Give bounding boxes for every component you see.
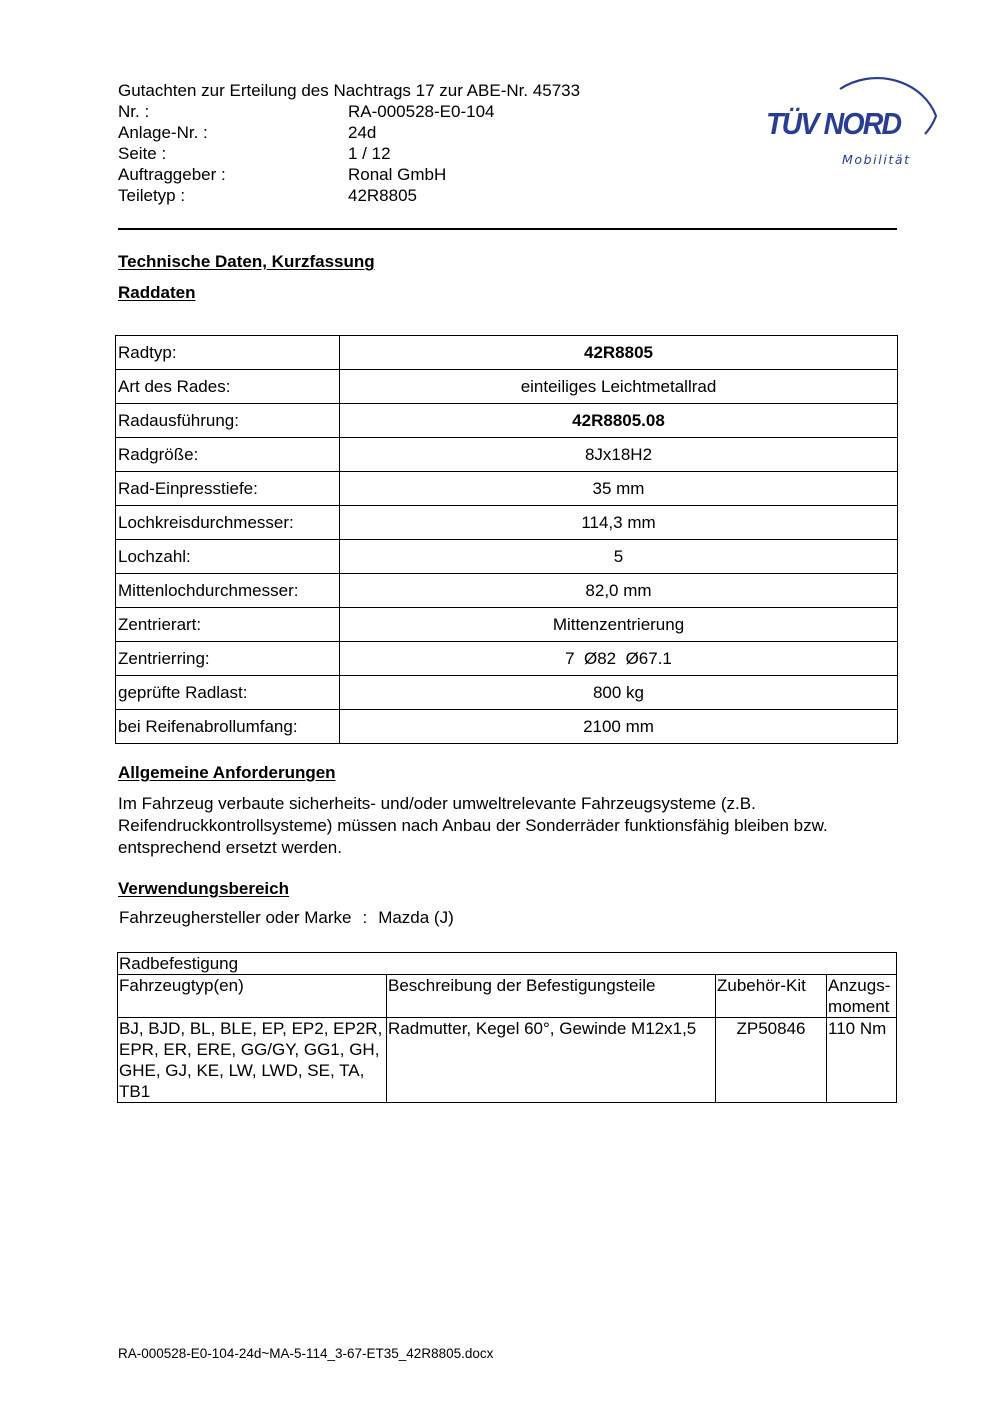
cell-kit: ZP50846	[716, 1018, 827, 1103]
table-cell-value: 8Jx18H2	[340, 438, 898, 472]
table-cell-value: 114,3 mm	[340, 506, 898, 540]
table-title: Radbefestigung	[118, 953, 897, 975]
table-row	[116, 336, 898, 370]
logo-subtitle: Mobilität	[842, 152, 911, 167]
table-title-row	[118, 953, 897, 975]
logo-brand: TÜV NORD	[766, 106, 901, 141]
table-cell-value: 82,0 mm	[340, 574, 898, 608]
table-cell-label: geprüfte Radlast:	[116, 676, 340, 710]
document-meta	[118, 101, 494, 206]
meta-row-part-type	[118, 185, 494, 206]
table-cell-label: Lochzahl:	[116, 540, 340, 574]
meta-label: Auftraggeber :	[118, 165, 226, 184]
table-cell-value: 5	[340, 540, 898, 574]
column-header-kit: Zubehör-Kit	[716, 975, 827, 1018]
table-cell-label: bei Reifenabrollumfang:	[116, 710, 340, 744]
table-cell-label: Radgröße:	[116, 438, 340, 472]
table-cell-value: 35 mm	[340, 472, 898, 506]
table-row	[116, 370, 898, 404]
section-heading-technical: Technische Daten, Kurzfassung	[118, 252, 375, 271]
table-row	[116, 642, 898, 676]
meta-label: Nr. :	[118, 102, 150, 121]
meta-row-client	[118, 164, 494, 185]
meta-value: 1 / 12	[348, 144, 391, 163]
meta-label: Anlage-Nr. :	[118, 123, 208, 142]
column-header-description: Beschreibung der Befestigungsteile	[387, 975, 716, 1018]
meta-row-number	[118, 101, 494, 122]
meta-label: Seite :	[118, 144, 167, 163]
manufacturer-label: Fahrzeughersteller oder Marke	[119, 908, 352, 927]
table-row	[116, 710, 898, 744]
table-cell-value: 42R8805	[340, 336, 898, 370]
table-row	[116, 472, 898, 506]
table-cell-label: Lochkreisdurchmesser:	[116, 506, 340, 540]
table-cell-value: 800 kg	[340, 676, 898, 710]
footer-filename: RA-000528-E0-104-24d~MA-5-114_3-67-ET35_42R8805.docx	[118, 1346, 494, 1361]
manufacturer-line	[119, 908, 454, 928]
cell-description: Radmutter, Kegel 60°, Gewinde M12x1,5	[387, 1018, 716, 1103]
table-row	[116, 574, 898, 608]
general-requirements-text: Im Fahrzeug verbaute sicherheits- und/oder umweltrelevante Fahrzeugsysteme (z.B. Reifendruckkontrollsysteme) müssen nach Anbau der Sonderräder funktionsfähig bleiben bzw. entsprechend ersetzt werden.	[118, 794, 828, 857]
table-cell-value: 2100 mm	[340, 710, 898, 744]
wheel-mounting-table	[117, 952, 897, 1103]
meta-row-page	[118, 143, 494, 164]
section-heading-wheel-data: Raddaten	[118, 283, 196, 302]
meta-label: Teiletyp :	[118, 186, 186, 205]
table-cell-label: Zentrierring:	[116, 642, 340, 676]
table-row	[116, 676, 898, 710]
table-row	[118, 1018, 897, 1103]
cell-torque: 110 Nm	[827, 1018, 897, 1103]
table-cell-value: einteiliges Leichtmetallrad	[340, 370, 898, 404]
manufacturer-separator: :	[362, 908, 368, 927]
table-cell-value: Mittenzentrierung	[340, 608, 898, 642]
meta-value: RA-000528-E0-104	[348, 102, 495, 121]
column-header-vehicle-types: Fahrzeugtyp(en)	[118, 975, 387, 1018]
table-cell-label: Radtyp:	[116, 336, 340, 370]
section-heading-usage: Verwendungsbereich	[118, 879, 289, 898]
table-cell-label: Mittenlochdurchmesser:	[116, 574, 340, 608]
header-divider	[118, 228, 897, 230]
meta-value: Ronal GmbH	[348, 165, 447, 184]
document-title: Gutachten zur Erteilung des Nachtrags 17 zur ABE-Nr. 45733	[118, 81, 581, 100]
column-header-torque: Anzugs-moment	[827, 975, 897, 1018]
cell-vehicle-types: BJ, BJD, BL, BLE, EP, EP2, EP2R, EPR, ER, ERE, GG/GY, GG1, GH, GHE, GJ, KE, LW, LWD, SE, TA, TB1	[118, 1018, 387, 1103]
table-header-row	[118, 975, 897, 1018]
table-cell-label: Zentrierart:	[116, 608, 340, 642]
table-cell-value: 42R8805.08	[340, 404, 898, 438]
table-cell-label: Rad-Einpresstiefe:	[116, 472, 340, 506]
table-cell-value: 7 Ø82 Ø67.1	[340, 642, 898, 676]
meta-value: 42R8805	[348, 186, 418, 205]
table-row	[116, 506, 898, 540]
table-row	[116, 438, 898, 472]
meta-row-attachment	[118, 122, 494, 143]
tuv-nord-logo	[762, 56, 942, 174]
table-row	[116, 540, 898, 574]
table-cell-label: Radausführung:	[116, 404, 340, 438]
table-row	[116, 608, 898, 642]
manufacturer-value: Mazda (J)	[378, 908, 454, 927]
table-row	[116, 404, 898, 438]
table-cell-label: Art des Rades:	[116, 370, 340, 404]
wheel-data-table	[115, 335, 898, 744]
section-heading-general: Allgemeine Anforderungen	[118, 763, 336, 782]
meta-value: 24d	[348, 123, 377, 142]
